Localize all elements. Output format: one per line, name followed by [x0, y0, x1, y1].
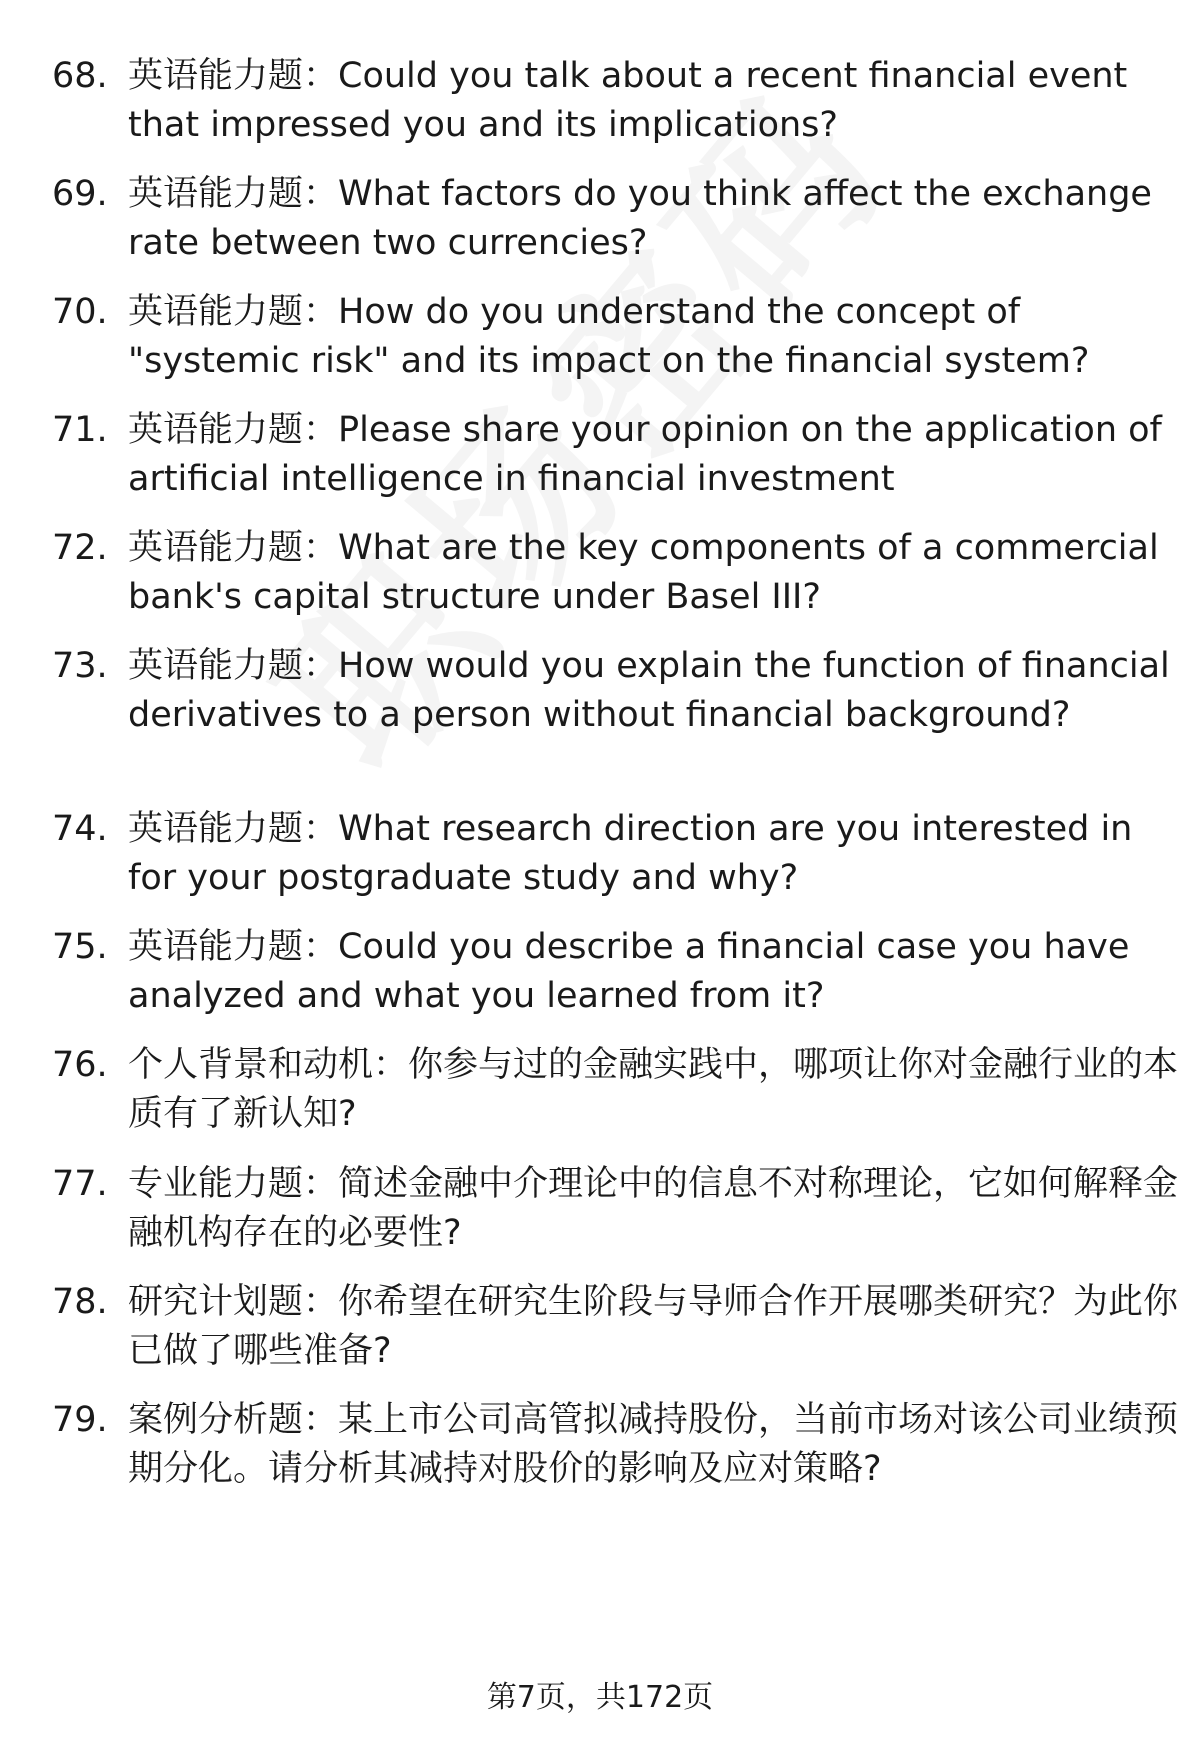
question-number: 75. [52, 927, 108, 967]
question-text: 英语能力题：How do you understand the concept of "systemic risk" and its impact on the financial system? [128, 292, 1090, 381]
question-number: 77. [52, 1164, 108, 1204]
question-number: 74. [52, 809, 108, 849]
question-text: 个人背景和动机：你参与过的金融实践中，哪项让你对金融行业的本质有了新认知? [128, 1045, 1179, 1134]
question-text: 英语能力题：Please share your opinion on the application of artificial intelligence in financial investment [128, 410, 1162, 499]
question-text: 英语能力题：What are the key components of a commercial bank's capital structure under Basel III? [128, 528, 1159, 617]
question-text: 英语能力题：What research direction are you interested in for your postgraduate study and why? [128, 809, 1133, 898]
question-number: 69. [52, 174, 108, 214]
question-text: 英语能力题：Could you talk about a recent financial event that impressed you and its implications? [128, 56, 1128, 145]
question-number: 79. [52, 1400, 108, 1440]
question-text: 研究计划题：你希望在研究生阶段与导师合作开展哪类研究？为此你已做了哪些准备? [128, 1282, 1179, 1371]
question-number: 72. [52, 528, 108, 568]
question-number: 70. [52, 292, 108, 332]
question-number: 71. [52, 410, 108, 450]
page-footer: 第7页，共172页 [486, 1680, 714, 1715]
question-text: 案例分析题：某上市公司高管拟减持股份，当前市场对该公司业绩预期分化。请分析其减持对股价的影响及应对策略? [128, 1400, 1179, 1489]
question-number: 76. [52, 1045, 108, 1085]
question-text: 英语能力题：What factors do you think affect the exchange rate between two currencies? [128, 174, 1152, 263]
question-number: 68. [52, 56, 108, 96]
question-text: 英语能力题：How would you explain the function of financial derivatives to a person without financial background? [128, 646, 1170, 735]
question-number: 78. [52, 1282, 108, 1322]
question-text: 英语能力题：Could you describe a financial case you have analyzed and what you learned from it? [128, 927, 1130, 1016]
question-text: 专业能力题：简述金融中介理论中的信息不对称理论，它如何解释金融机构存在的必要性? [128, 1164, 1179, 1253]
question-number: 73. [52, 646, 108, 686]
